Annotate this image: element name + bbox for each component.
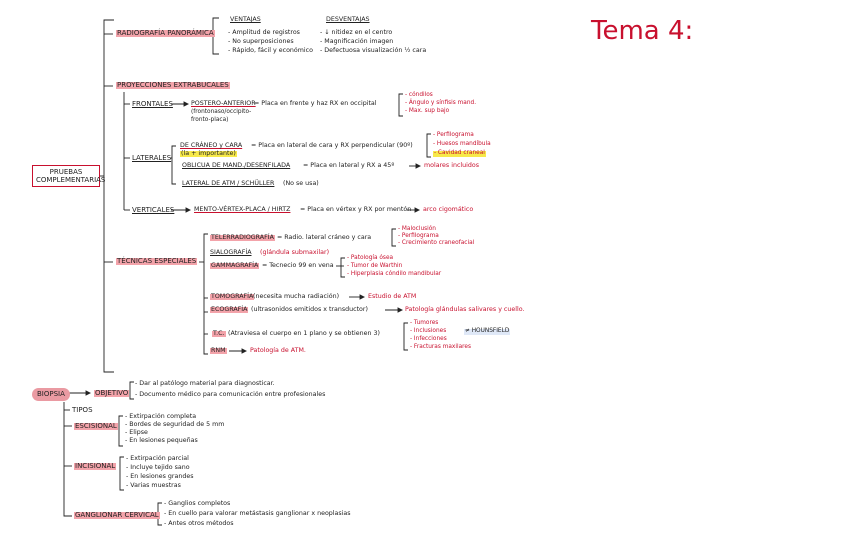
laterales-result: - Cavidad craneal [434,150,485,156]
incisional-item: - En lesiones grandes [126,473,194,480]
ganglionar-item: - En cuello para valorar metástasis ganglionar x neoplasias [164,510,351,517]
escisional-item: - Elipse [125,429,148,436]
sialo-name: SIALOGRAFÍA [210,249,252,256]
frontales-sub: (frontonaso/occipito- [191,109,252,115]
ventaja-item: - No superposiciones [228,38,294,45]
ganglionar-item: - Ganglios completos [164,500,231,507]
laterales-result: - Huesos mandíbula [433,141,491,147]
desventaja-item: - Magnificación imagen [320,38,394,45]
ganglionar-item: - Antes otros métodos [164,520,234,527]
desventaja-item: - ↓ nitidez en el centro [320,29,393,36]
escisional-item: - En lesiones pequeñas [125,437,198,444]
frontales-label: FRONTALES [132,100,173,108]
verticales-label: VERTICALES [132,206,175,214]
gamma-result: - Tumor de Warthin [347,263,403,269]
frontales-desc: = Placa en frente y haz RX en occipital [254,100,377,107]
oblicua-desc: = Placa en lateral y RX a 45º [303,162,395,169]
root-box: PRUEBAS COMPLEMENTARIAS [32,165,100,187]
escisional-label: ESCISIONAL [75,422,117,430]
objetivo-item: - Documento médico para comunicación entre profesionales [135,391,326,398]
gamma-result: - Patología ósea [347,255,394,261]
ganglionar-label: GANGLIONAR CERVICAL [75,511,159,519]
ventajas-heading: VENTAJAS [230,16,261,23]
eco-name: ECOGRAFÍA [211,306,248,313]
lateral-craneo-name: DE CRÁNEO y CARA [180,142,243,149]
ventaja-item: - Rápido, fácil y económico [228,47,313,54]
verticales-desc: = Placa en vértex y RX por mentón [300,206,412,213]
gamma-name: GAMMAGRAFÍA [211,262,259,269]
incisional-item: - Varias muestras [126,482,181,489]
verticales-result: arco cigomático [423,206,474,213]
verticales-name: MENTO-VÉRTEX-PLACA / HIRTZ [194,206,291,213]
desventajas-heading: DESVENTAJAS [326,16,370,23]
frontales-name: POSTERO-ANTERIOR [191,100,256,107]
tc-result: - Fracturas maxilares [410,344,471,350]
especiales-label: TÉCNICAS ESPECIALES [117,257,197,265]
tc-desc: (Atraviesa el cuerpo en 1 plano y se obtienen 3) [228,330,380,337]
tomo-name: TOMOGRAFÍA [211,293,254,300]
sialo-desc: (glándula submaxilar) [260,249,330,256]
tele-desc: = Radio. lateral cráneo y cara [277,234,372,241]
panoramica-label: RADIOGRAFÍA PANORÁMICA [117,29,214,37]
escisional-item: - Bordes de seguridad de 5 mm [125,421,225,428]
objetivo-label: OBJETIVO [95,389,129,397]
oblicua-name: OBLICUA DE MAND./DESENFILADA [182,162,291,169]
lateral-atm-desc: (No se usa) [283,180,319,187]
objetivo-item: - Dar al patólogo material para diagnosticar. [135,380,275,387]
laterales-label: LATERALES [132,154,172,162]
hounsfield-note: ≠ HOUNSFIELD [465,328,510,334]
lateral-atm-name: LATERAL DE ATM / SCHÜLLER [182,180,275,187]
tele-result: - Perfilograma [398,233,439,239]
page-title: Tema 4: [591,16,694,46]
frontales-result: - Max. sup bajo [405,108,450,114]
eco-desc: (ultrasonidos emitidos x transductor) [251,306,368,313]
tomo-result: Estudio de ATM [368,293,417,300]
desventaja-item: - Defectuosa visualización ½ cara [320,47,427,54]
laterales-result: - Perfilograma [433,132,474,138]
tele-result: - Crecimiento craneofacial [398,240,475,246]
tc-result: - Infecciones [410,336,447,342]
biopsia-label: BIOPSIA [32,388,70,401]
tc-result: - Tumores [410,320,439,326]
tele-name: TELERRADIOGRAFÍA [211,234,274,241]
frontales-sub2: fronto-placa) [191,117,229,123]
ventaja-item: - Amplitud de registros [228,29,300,36]
gamma-desc: = Tecnecio 99 en vena [262,262,334,269]
incisional-item: - Extirpación parcial [126,455,189,462]
rnm-result: Patología de ATM. [250,347,306,354]
lateral-craneo-note: (la + importante) [181,150,236,157]
oblicua-result: molares incluidos [424,162,480,169]
tele-result: - Maloclusión [398,226,436,232]
incisional-label: INCISIONAL [75,462,116,470]
tc-result: - Inclusiones [410,328,447,334]
extrabucales-label: PROYECCIONES EXTRABUCALES [117,81,229,89]
tipos-label: TIPOS [72,406,93,414]
frontales-result: - Ángulo y sínfisis mand. [405,100,477,106]
rnm-name: RNM [211,347,226,354]
eco-result: Patología glándulas salivares y cuello. [405,306,525,313]
frontales-result: - cóndilos [405,92,433,98]
tc-name: T.C. [213,330,225,337]
incisional-item: - Incluye tejido sano [126,464,190,471]
gamma-result: - Hiperplasia cóndilo mandibular [347,271,442,277]
escisional-item: - Extirpación completa [125,413,197,420]
tomo-desc: (necesita mucha radiación) [253,293,340,300]
lateral-craneo-desc: = Placa en lateral de cara y RX perpendicular (90º) [251,142,413,149]
